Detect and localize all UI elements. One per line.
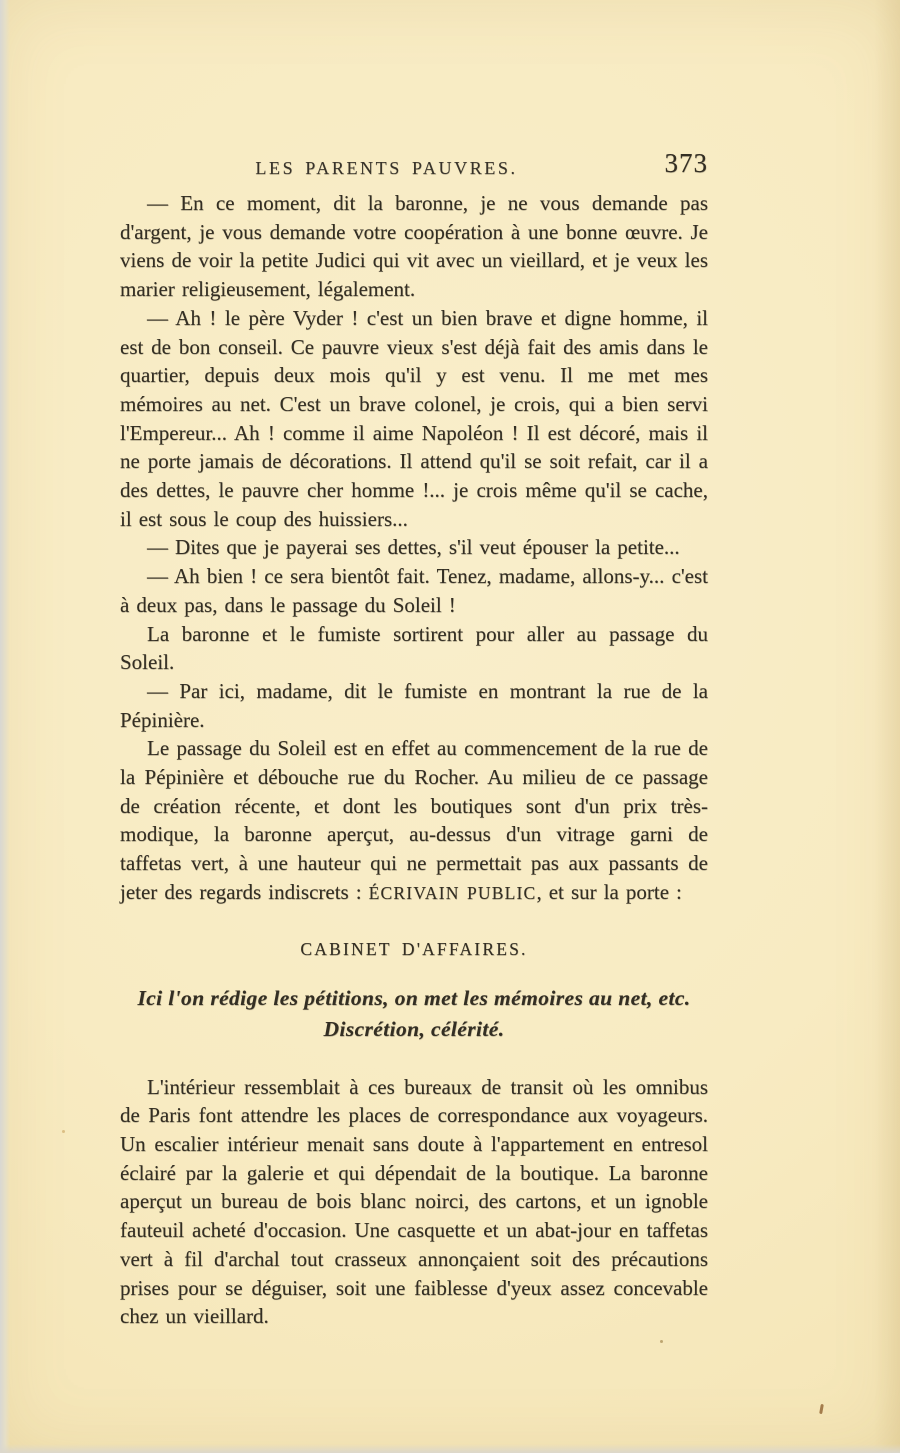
text-block — [120, 189, 708, 1331]
page-number: 373 — [664, 148, 708, 178]
page-bottom-edge — [0, 1444, 900, 1453]
paragraph-baronne-demande: — En ce moment, dit la baronne, je ne vous demande pas d'argent, je vous demande votre coopération à une bonne œuvre. Je viens de voir la petite Judici qui vit avec un vieillard, et je veux les marier religieusement, légalement. — [120, 191, 708, 302]
ecrivain-public-smallcaps: ÉCRIVAIN PUBLIC — [368, 882, 537, 903]
paper-speck — [819, 1404, 824, 1414]
paragraph-passage-soleil-text: Le passage du Soleil est en effet au commencement de la rue de la Pépinière et débouche rue du Rocher. Au milieu de ce passage de création récente, et dont les boutiques sont d'un prix très-modique, la baronne aperçut, au-dessus d'un vitrage garni de taffetas vert, à une hauteur qui ne permettait pas aux passants de jeter des regards indiscrets : — [120, 736, 708, 904]
page-right-shade — [874, 0, 900, 1453]
paragraph-passage-soleil-tail: , et sur la porte : — [536, 879, 682, 904]
running-head — [120, 148, 708, 186]
sign-motto-line-2: Discrétion, célérité. — [323, 1017, 505, 1042]
paragraph-sortirent: La baronne et le fumiste sortirent pour aller au passage du Soleil. — [120, 621, 708, 675]
sign-motto-line-1: Ici l'on rédige les pétitions, on met les mémoires au net, etc. — [137, 985, 691, 1010]
paragraph-pere-vyder: — Ah ! le père Vyder ! c'est un bien brave et digne homme, il est de bon conseil. Ce pauvre vieux s'est déjà fait des amis dans le quartier, depuis deux mois qu'il y est venu. Il me met mes mémoires au net. C'est un brave colonel, je crois, qui a bien servi l'Empereur... Ah ! comme il aime Napoléon ! Il est décoré, mais il ne porte jamais de décorations. Il attend qu'il se soit refait, car il a des dettes, le pauvre cher homme !... je crois même qu'il se cache, il est sous le coup des huissiers... — [120, 305, 708, 531]
paragraph-ah-bien: — Ah bien ! ce sera bientôt fait. Tenez, madame, allons-y... c'est à deux pas, dans le passage du Soleil ! — [120, 564, 708, 617]
paper-speck — [62, 1130, 65, 1133]
sign-motto — [120, 983, 708, 1046]
paragraph-passage-soleil — [120, 734, 708, 907]
paragraph-par-ici: — Par ici, madame, dit le fumiste en montrant la rue de la Pépinière. — [120, 678, 708, 732]
sign-heading-cabinet-affaires: CABINET D'AFFAIRES. — [300, 938, 528, 959]
paragraph-dites-payerai: — Dites que je payerai ses dettes, s'il veut épouser la petite... — [147, 535, 680, 560]
paper-speck — [660, 1340, 663, 1343]
paragraph-interieur: L'intérieur ressemblait à ces bureaux de transit où les omnibus de Paris font attendre les places de correspondance aux voyageurs. Un escalier intérieur menait sans doute à l'appartement en entresol éclairé par la galerie et qui dépendait de la boutique. La baronne aperçut un bureau de bois blanc noirci, des cartons, et un ignoble fauteuil acheté d'occasion. Une casquette et un abat-jour en taffetas vert à fil d'archal tout crasseux annonçaient soit des précautions prises pour se déguiser, soit une faiblesse d'yeux assez concevable chez un vieillard. — [120, 1074, 708, 1329]
page-left-edge — [0, 0, 10, 1453]
running-title: LES PARENTS PAUVRES. — [255, 158, 518, 178]
